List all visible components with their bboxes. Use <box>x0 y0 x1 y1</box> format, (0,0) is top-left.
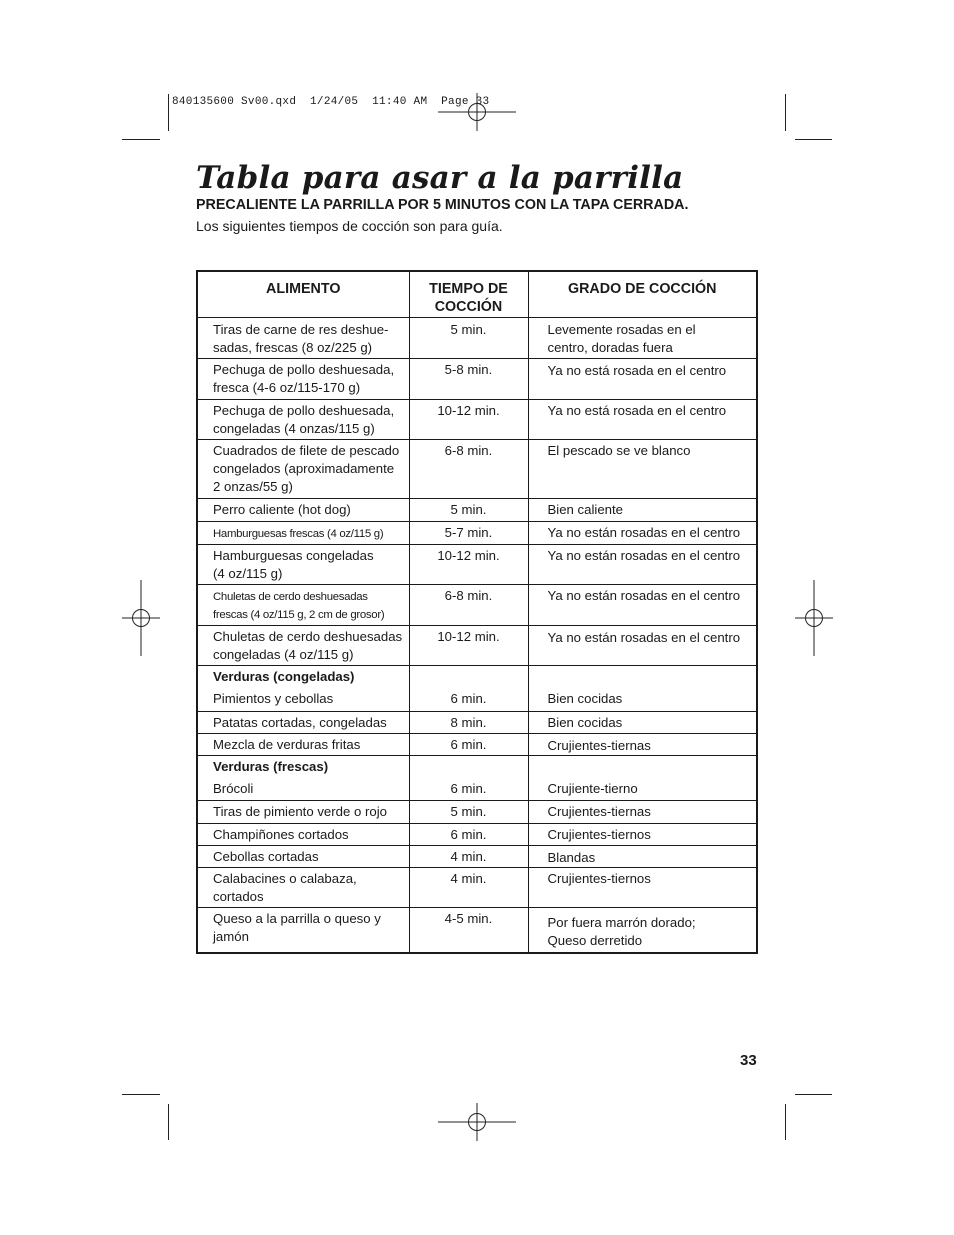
food-cell: Queso a la parrilla o queso y jamón <box>197 907 409 953</box>
crop-mark-top-right-vertical <box>785 94 786 131</box>
time-cell: 4 min. <box>409 867 528 907</box>
table-row <box>197 317 757 358</box>
time-cell: 10-12 min. <box>409 399 528 439</box>
time-cell: 6 min. <box>409 665 528 711</box>
doneness-cell: Crujientes-tiernos <box>528 823 757 845</box>
time-cell: 6-8 min. <box>409 584 528 625</box>
crop-mark-top-right-horizontal <box>795 139 832 140</box>
food-cell: Chuletas de cerdo deshuesadas frescas (4 oz/115 g, 2 cm de grosor) <box>197 584 409 625</box>
table-row <box>197 711 757 733</box>
doneness-cell: Ya no están rosadas en el centro <box>528 584 757 625</box>
crop-mark-top-left-horizontal <box>122 139 160 140</box>
registration-mark-top-icon <box>438 93 516 131</box>
food-cell: Pechuga de pollo deshuesada, congeladas (4 onzas/115 g) <box>197 399 409 439</box>
doneness-cell: Blandas <box>528 845 757 867</box>
time-cell: 10-12 min. <box>409 544 528 584</box>
table-row <box>197 521 757 544</box>
page-number: 33 <box>740 1052 757 1069</box>
header-food: ALIMENTO <box>197 271 409 317</box>
doneness-cell: Crujientes-tiernos <box>528 867 757 907</box>
table-row <box>197 625 757 665</box>
food-cell: Tiras de pimiento verde o rojo <box>197 800 409 823</box>
registration-mark-bottom-icon <box>438 1103 516 1141</box>
table-row <box>197 584 757 625</box>
doneness-cell: Por fuera marrón dorado; Queso derretido <box>528 907 757 953</box>
doneness-cell: El pescado se ve blanco <box>528 439 757 498</box>
table-row <box>197 800 757 823</box>
crop-mark-bottom-left-horizontal <box>122 1094 160 1095</box>
doneness-cell: Ya no están rosadas en el centro <box>528 625 757 665</box>
time-cell: 6 min. <box>409 823 528 845</box>
doneness-cell: Ya no están rosadas en el centro <box>528 544 757 584</box>
food-cell: Cebollas cortadas <box>197 845 409 867</box>
food-cell: Patatas cortadas, congeladas <box>197 711 409 733</box>
guide-note: Los siguientes tiempos de cocción son para guía. <box>196 218 503 234</box>
section-label: Verduras (frescas) <box>213 758 329 774</box>
table-row <box>197 733 757 755</box>
food-cell: Cuadrados de filete de pescado congelados (aproximadamente 2 onzas/55 g) <box>197 439 409 498</box>
time-cell: 6-8 min. <box>409 439 528 498</box>
crop-mark-bottom-right-vertical <box>785 1104 786 1140</box>
table-row <box>197 399 757 439</box>
food-cell: Verduras (congeladas) Pimientos y cebollas <box>197 665 409 711</box>
section-label: Verduras (congeladas) <box>213 668 355 684</box>
table-row <box>197 358 757 399</box>
food-cell: Hamburguesas frescas (4 oz/115 g) <box>197 521 409 544</box>
preheat-instruction: PRECALIENTE LA PARRILLA POR 5 MINUTOS CON LA TAPA CERRADA. <box>196 197 689 213</box>
food-cell: Hamburguesas congeladas (4 oz/115 g) <box>197 544 409 584</box>
doneness-cell: Ya no están rosadas en el centro <box>528 521 757 544</box>
table-row <box>197 498 757 521</box>
table-header-row <box>197 271 757 317</box>
registration-mark-right-icon <box>795 580 833 656</box>
table-row <box>197 439 757 498</box>
doneness-cell: Crujientes-tiernas <box>528 733 757 755</box>
doneness-cell: Bien cocidas <box>528 711 757 733</box>
doneness-cell: Levemente rosadas en el centro, doradas fuera <box>528 317 757 358</box>
print-slug: 840135600 Sv00.qxd 1/24/05 11:40 AM Page 33 <box>172 96 490 108</box>
food-cell: Tiras de carne de res deshue- sadas, frescas (8 oz/225 g) <box>197 317 409 358</box>
time-cell: 5-7 min. <box>409 521 528 544</box>
table-row <box>197 665 757 711</box>
crop-mark-bottom-right-horizontal <box>795 1094 832 1095</box>
table-row <box>197 845 757 867</box>
doneness-cell: Bien caliente <box>528 498 757 521</box>
time-cell: 8 min. <box>409 711 528 733</box>
table-row <box>197 867 757 907</box>
food-cell: Mezcla de verduras fritas <box>197 733 409 755</box>
table-row <box>197 755 757 800</box>
time-cell: 5 min. <box>409 317 528 358</box>
crop-mark-top-left-vertical <box>168 94 169 131</box>
doneness-cell: Ya no está rosada en el centro <box>528 399 757 439</box>
food-cell: Champiñones cortados <box>197 823 409 845</box>
food-cell: Calabacines o calabaza, cortados <box>197 867 409 907</box>
time-cell: 6 min. <box>409 755 528 800</box>
table-row <box>197 544 757 584</box>
time-cell: 5 min. <box>409 498 528 521</box>
header-cooking-time: TIEMPO DE COCCIÓN <box>409 271 528 317</box>
doneness-cell: Crujiente-tierno <box>528 755 757 800</box>
time-cell: 6 min. <box>409 733 528 755</box>
time-cell: 4-5 min. <box>409 907 528 953</box>
food-cell: Perro caliente (hot dog) <box>197 498 409 521</box>
time-cell: 4 min. <box>409 845 528 867</box>
registration-mark-left-icon <box>122 580 160 656</box>
grilling-table <box>196 270 758 954</box>
food-cell: Chuletas de cerdo deshuesadas congeladas (4 oz/115 g) <box>197 625 409 665</box>
food-cell: Verduras (frescas) Brócoli <box>197 755 409 800</box>
food-cell: Pechuga de pollo deshuesada, fresca (4-6 oz/115-170 g) <box>197 358 409 399</box>
table-row <box>197 907 757 953</box>
time-cell: 5-8 min. <box>409 358 528 399</box>
crop-mark-bottom-left-vertical <box>168 1104 169 1140</box>
doneness-cell: Bien cocidas <box>528 665 757 711</box>
header-doneness: GRADO DE COCCIÓN <box>528 271 757 317</box>
time-cell: 5 min. <box>409 800 528 823</box>
page-title: Tabla para asar a la parrilla <box>196 160 684 196</box>
time-cell: 10-12 min. <box>409 625 528 665</box>
doneness-cell: Crujientes-tiernas <box>528 800 757 823</box>
table-row <box>197 823 757 845</box>
doneness-cell: Ya no está rosada en el centro <box>528 358 757 399</box>
